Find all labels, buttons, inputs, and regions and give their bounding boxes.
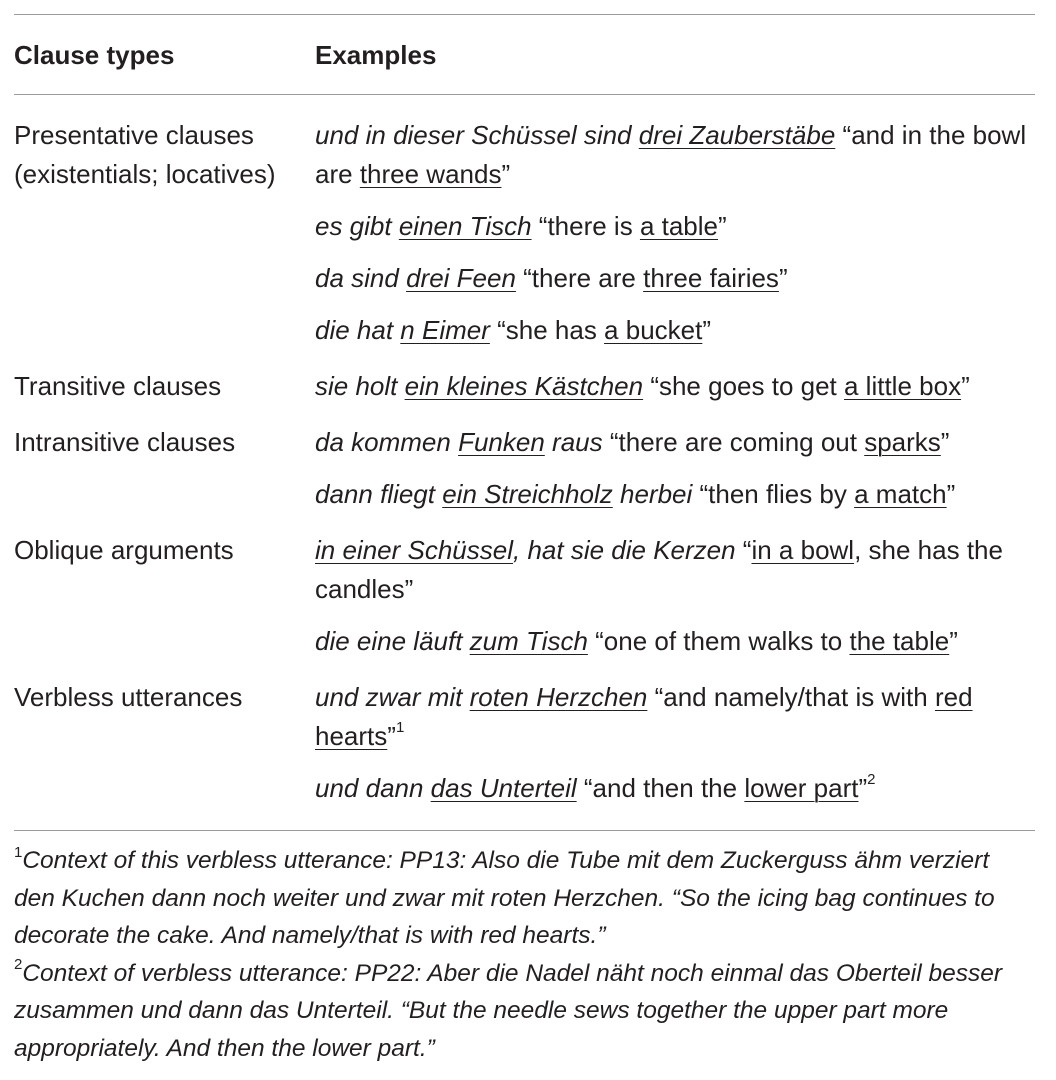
header-examples: Examples	[315, 39, 437, 70]
footnote-1	[14, 842, 1035, 955]
clause-type-cell	[14, 661, 315, 826]
example-segment: herbei	[612, 479, 693, 509]
german-phrase	[470, 626, 588, 656]
example-segment: drei Feen	[406, 263, 516, 293]
example-segment: , hat sie die Kerzen	[513, 535, 736, 565]
table-row	[14, 406, 1035, 514]
example-item	[315, 531, 1035, 609]
table-row	[14, 514, 1035, 661]
german-phrase	[431, 773, 577, 803]
example-segment: Funken	[458, 427, 545, 457]
german-phrase	[406, 263, 516, 293]
example-segment: “and then the	[576, 773, 745, 803]
example-item	[315, 259, 1035, 298]
example-segment: a table	[639, 211, 719, 241]
examples-cell	[315, 406, 1035, 514]
example-segment: es gibt	[315, 211, 399, 241]
example-segment: a bucket	[604, 315, 703, 345]
examples-cell	[315, 95, 1035, 350]
example-segment: ”	[718, 211, 727, 241]
example-segment: “she has	[489, 315, 605, 345]
footnote-2-text: Context of verbless utterance: PP22: Aber die Nadel näht noch einmal das Oberteil besser zusammen und dann das Unterteil. “But the needle sews together the upper part more appropriately. And then the lower part.”	[14, 959, 1002, 1062]
clause-type-label: Verbless utterances	[14, 682, 243, 712]
table-body	[14, 95, 1035, 826]
example-segment: roten Herzchen	[469, 682, 648, 712]
german-phrase	[399, 211, 532, 241]
example-segment: die eine läuft	[315, 626, 470, 656]
example-segment: raus	[544, 427, 603, 457]
example-segment: dann fliegt	[315, 479, 443, 509]
example-segment: three wands	[359, 159, 502, 189]
examples-cell	[315, 350, 1035, 406]
clause-type-cell	[14, 95, 315, 350]
example-segment: in a bowl	[751, 535, 855, 565]
example-segment: “one of them walks to	[587, 626, 850, 656]
german-phrase	[405, 371, 643, 401]
example-segment: und dann	[315, 773, 431, 803]
example-segment: das Unterteil	[430, 773, 577, 803]
clause-type-label: Oblique arguments	[14, 535, 234, 565]
example-segment: ”	[387, 721, 396, 751]
example-item	[315, 423, 1035, 462]
german-phrase	[315, 535, 513, 565]
german-phrase	[400, 315, 490, 345]
example-segment: sie holt	[315, 371, 405, 401]
example-segment: ”	[961, 371, 970, 401]
clause-types-table	[14, 15, 1035, 826]
example-segment: three fairies	[643, 263, 779, 293]
example-segment: in einer Schüssel	[315, 535, 513, 565]
footnote-1-text: Context of this verbless utterance: PP13: Also die Tube mit dem Zuckerguss ähm verziert den Kuchen dann noch weiter und zwar mit roten Herzchen. “So the icing bag continues to decorate the cake. And namely/that is with red hearts.”	[14, 847, 995, 949]
example-segment: die hat	[315, 315, 401, 345]
example-segment: “and in the bowl are	[315, 120, 1027, 189]
table-header-row	[14, 15, 1035, 95]
example-item	[315, 475, 1035, 514]
example-item	[315, 311, 1035, 350]
example-segment: zum Tisch	[469, 626, 588, 656]
example-segment: the table	[849, 626, 950, 656]
clause-type-cell	[14, 406, 315, 514]
example-segment: ”	[949, 626, 958, 656]
german-phrase	[442, 479, 613, 509]
example-segment: red hearts	[315, 682, 973, 751]
example-segment: sparks	[864, 427, 941, 457]
clause-type-cell	[14, 514, 315, 661]
german-phrase	[470, 682, 648, 712]
examples-cell	[315, 514, 1035, 661]
example-segment: n Eimer	[400, 315, 490, 345]
example-segment: a match	[854, 479, 947, 509]
example-segment: “there are	[515, 263, 644, 293]
example-segment: a little box	[844, 371, 962, 401]
example-item	[315, 116, 1035, 194]
example-segment: ”	[946, 479, 956, 509]
example-segment: lower part	[744, 773, 859, 803]
footnote-2	[14, 955, 1035, 1068]
example-segment: einen Tisch	[398, 211, 532, 241]
footnote-2-mark: 2	[14, 956, 23, 974]
clause-type-cell	[14, 350, 315, 406]
example-segment: “there is	[531, 211, 640, 241]
example-item	[315, 622, 1035, 661]
example-segment: ”	[778, 263, 788, 293]
example-segment: ein Streichholz	[442, 479, 613, 509]
example-segment: “and namely/that is with	[647, 682, 935, 712]
footnote-1-mark: 1	[14, 843, 23, 861]
example-item	[315, 367, 1035, 406]
table-row	[14, 95, 1035, 350]
example-segment: , she has the candles”	[315, 535, 1003, 604]
example-item	[315, 678, 1035, 756]
clause-type-label: Transitive clauses	[14, 371, 222, 401]
example-segment: ”	[501, 159, 511, 189]
example-item	[315, 207, 1035, 246]
footnote-ref: 1	[395, 719, 405, 737]
examples-cell	[315, 661, 1035, 826]
example-segment: und zwar mit	[315, 682, 470, 712]
example-segment: “she goes to get	[643, 371, 844, 401]
clause-type-label: Presentative clauses	[14, 120, 254, 150]
clause-type-label: Intransitive clauses	[14, 427, 236, 457]
footnotes	[14, 842, 1035, 1067]
example-segment: “then flies by	[692, 479, 855, 509]
table-row	[14, 350, 1035, 406]
example-segment: ”	[858, 773, 868, 803]
example-segment: “	[735, 535, 752, 565]
example-segment: ”	[702, 315, 712, 345]
footnote-ref: 2	[867, 771, 876, 789]
example-segment: ein kleines Kästchen	[404, 371, 644, 401]
example-segment: da sind	[315, 263, 407, 293]
table-row	[14, 661, 1035, 826]
header-clause-types: Clause types	[14, 39, 175, 70]
german-phrase	[458, 427, 545, 457]
table-bottom-rule	[14, 830, 1035, 831]
example-segment: ”	[940, 427, 950, 457]
german-phrase	[639, 120, 836, 150]
example-segment: und in dieser Schüssel sind	[315, 120, 639, 150]
example-segment: drei Zauberstäbe	[638, 120, 836, 150]
example-segment: da kommen	[315, 427, 459, 457]
example-segment: “there are coming out	[602, 427, 865, 457]
clause-type-label: (existentials; locatives)	[14, 159, 276, 189]
example-item	[315, 769, 1035, 808]
